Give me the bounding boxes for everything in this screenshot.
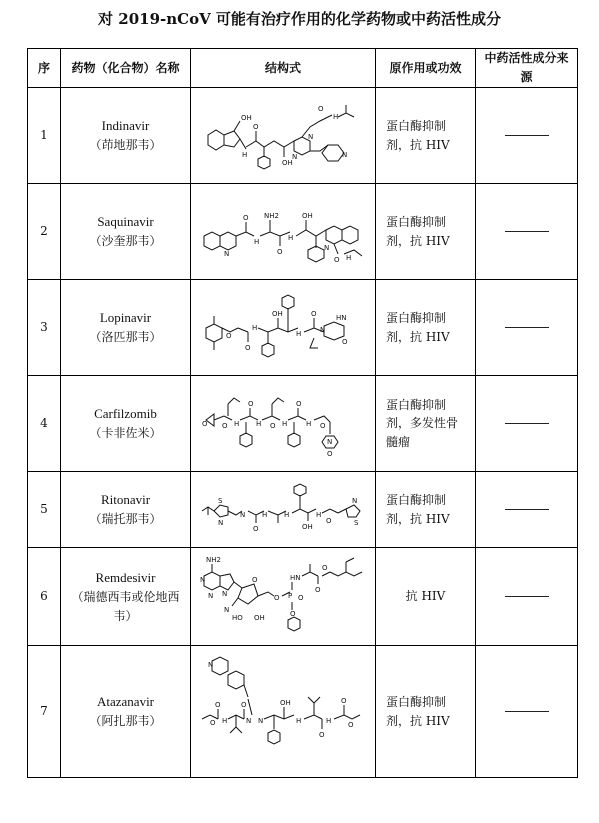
svg-text:OH: OH [302,522,313,531]
table-row [28,376,578,472]
row-original-use: 蛋白酶抑制剂，抗 HIV [376,184,476,280]
svg-text:OH: OH [302,211,313,220]
svg-text:O: O [326,516,332,525]
svg-text:H: H [346,253,352,262]
svg-text:N: N [258,716,264,725]
svg-text:O: O [318,104,324,113]
row-index: 4 [28,376,61,472]
svg-text:O: O [215,700,221,709]
empty-dash [505,327,549,328]
svg-text:O: O [252,575,258,584]
svg-text:N: N [208,660,214,669]
svg-text:O: O [334,255,340,264]
svg-text:O: O [241,700,247,709]
row-original-use: 蛋白酶抑制剂，多发性骨髓瘤 [376,376,476,472]
svg-text:H: H [316,510,322,519]
svg-text:O: O [210,718,216,727]
svg-text:N: N [224,605,230,614]
svg-text:H: H [306,419,312,428]
svg-text:N: N [324,243,330,252]
svg-text:H: H [282,419,288,428]
drug-name-en: Carfilzomib [94,406,157,422]
svg-text:H: H [333,112,339,121]
svg-text:N: N [342,150,348,159]
drug-name-en: Ritonavir [100,492,151,508]
table-row [28,184,578,280]
empty-dash [505,711,549,712]
svg-text:OH: OH [254,613,265,622]
drug-name-cn: （瑞德西韦或伦地西韦） [71,589,180,623]
svg-text:N: N [240,510,246,519]
svg-text:O: O [248,399,254,408]
row-original-use: 蛋白酶抑制剂，抗 HIV [376,88,476,184]
table-header-row [28,49,578,88]
drug-name-en: Saquinavir [97,214,154,230]
drug-name-cn: （洛匹那韦） [89,330,162,345]
drug-name-en: Lopinavir [99,310,152,326]
indinavir-structure [198,95,368,177]
svg-text:O: O [290,609,296,618]
svg-text:O: O [202,419,208,428]
svg-text:NH2: NH2 [206,555,221,564]
table-row [28,548,578,646]
svg-text:O: O [245,343,251,352]
svg-text:H: H [296,329,302,338]
svg-text:P: P [288,591,293,600]
saquinavir-structure [198,190,368,274]
header-tcm-source: 中药活性成分来源 [476,49,578,88]
table-row [28,88,578,184]
row-index: 1 [28,88,61,184]
drug-name-cn: （茚地那韦） [89,138,162,153]
atazanavir-structure [198,653,368,771]
row-name [61,280,191,376]
svg-text:N: N [200,575,206,584]
svg-text:O: O [319,730,325,739]
svg-text:H: H [326,716,332,725]
svg-text:HO: HO [232,613,243,622]
table-row [28,646,578,778]
header-structure: 结构式 [191,49,376,88]
lopinavir-structure [198,286,368,370]
remdesivir-structure [198,552,368,642]
svg-text:O: O [253,122,259,131]
svg-text:S: S [218,496,223,505]
svg-text:O: O [342,337,348,346]
row-name [61,472,191,548]
svg-text:H: H [234,419,240,428]
row-name [61,646,191,778]
row-name [61,376,191,472]
row-tcm-source [476,88,578,184]
svg-text:O: O [270,421,276,430]
row-name [61,184,191,280]
svg-text:O: O [348,720,354,729]
row-tcm-source [476,472,578,548]
svg-text:O: O [253,524,259,533]
empty-dash [505,596,549,597]
svg-text:H: H [252,323,258,332]
svg-text:N: N [327,437,333,446]
structure-cell [191,376,376,472]
svg-text:O: O [296,399,302,408]
row-index: 6 [28,548,61,646]
drug-name-cn: （瑞托那韦） [89,512,162,527]
svg-text:H: H [222,716,228,725]
row-index: 2 [28,184,61,280]
row-original-use: 抗 HIV [376,548,476,646]
drug-name-en: Indinavir [101,118,150,134]
svg-text:O: O [315,585,321,594]
svg-text:O: O [222,421,228,430]
svg-text:O: O [327,449,333,458]
svg-text:O: O [243,213,249,222]
row-tcm-source [476,184,578,280]
svg-text:H: H [262,510,268,519]
row-index: 3 [28,280,61,376]
drug-name-cn: （卡非佐米） [89,426,162,441]
svg-text:N: N [308,132,314,141]
svg-text:N: N [320,325,326,334]
row-index: 5 [28,472,61,548]
svg-text:O: O [311,309,317,318]
svg-text:O: O [298,593,304,602]
svg-text:O: O [277,247,283,256]
document-title: 对 2019-nCoV 可能有治疗作用的化学药物或中药活性成分 [98,10,501,28]
empty-dash [505,423,549,424]
drug-name-en: Atazanavir [96,694,155,710]
header-original-use: 原作用或功效 [376,49,476,88]
table-row [28,472,578,548]
table-row [28,280,578,376]
empty-dash [505,231,549,232]
svg-text:O: O [341,696,347,705]
row-tcm-source [476,548,578,646]
svg-text:OH: OH [272,309,283,318]
structure-cell [191,646,376,778]
drug-name-en: Remdesivir [95,569,156,585]
svg-text:NH2: NH2 [264,211,279,220]
svg-text:N: N [222,589,228,598]
svg-text:HN: HN [336,313,347,322]
svg-text:O: O [274,593,280,602]
header-index: 序 [28,49,61,88]
svg-text:S: S [354,518,359,527]
structure-cell [191,280,376,376]
structure-cell [191,472,376,548]
row-name [61,548,191,646]
empty-dash [505,135,549,136]
drug-name-cn: （阿扎那韦） [89,714,162,729]
empty-dash [505,509,549,510]
row-index: 7 [28,646,61,778]
svg-text:H: H [256,419,262,428]
svg-text:O: O [226,331,232,340]
svg-text:OH: OH [241,113,252,122]
svg-text:N: N [352,496,358,505]
ritonavir-structure [198,477,368,543]
svg-text:H: H [284,510,290,519]
svg-text:N: N [218,518,224,527]
row-tcm-source [476,376,578,472]
row-original-use: 蛋白酶抑制剂，抗 HIV [376,280,476,376]
carfilzomib-structure [198,382,368,466]
drug-name-cn: （沙奎那韦） [89,234,162,249]
row-original-use: 蛋白酶抑制剂，抗 HIV [376,646,476,778]
structure-cell [191,184,376,280]
drug-table [27,48,578,778]
svg-text:H: H [242,150,248,159]
header-name: 药物（化合物）名称 [61,49,191,88]
row-tcm-source [476,646,578,778]
svg-text:OH: OH [282,158,293,167]
svg-text:N: N [292,152,298,161]
structure-cell [191,548,376,646]
structure-cell [191,88,376,184]
svg-text:OH: OH [280,698,291,707]
svg-text:O: O [320,421,326,430]
svg-text:O: O [322,563,328,572]
svg-text:HN: HN [290,573,301,582]
svg-text:N: N [246,716,252,725]
row-original-use: 蛋白酶抑制剂，抗 HIV [376,472,476,548]
svg-text:H: H [288,233,294,242]
svg-text:N: N [208,591,214,600]
row-tcm-source [476,280,578,376]
svg-text:H: H [296,716,302,725]
svg-text:N: N [224,249,230,258]
row-name [61,88,191,184]
svg-text:H: H [254,237,260,246]
